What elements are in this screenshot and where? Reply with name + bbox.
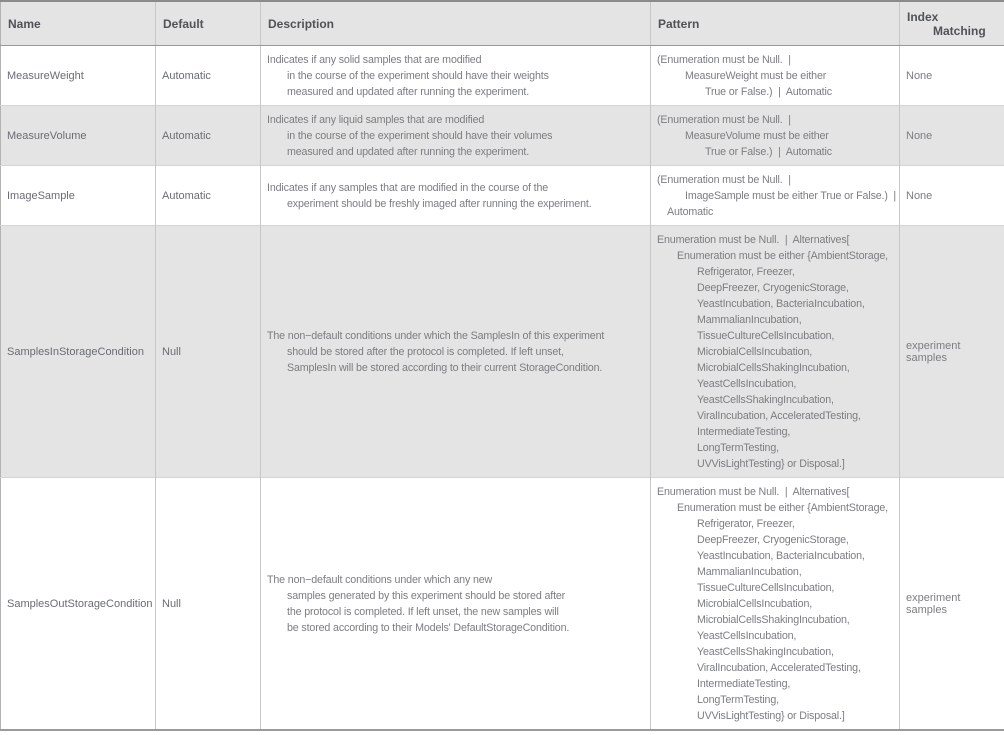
description-line: measured and updated after running the experiment. bbox=[287, 86, 530, 98]
column-header-label: Index bbox=[907, 9, 939, 24]
pattern-line: (Enumeration must be Null. | bbox=[657, 54, 791, 66]
description-line: measured and updated after running the experiment. bbox=[287, 146, 530, 158]
description-line: Indicates if any solid samples that are modified bbox=[267, 54, 482, 66]
description-line: in the course of the experiment should have their volumes bbox=[287, 130, 553, 142]
pattern-line: TissueCultureCellsIncubation, bbox=[697, 330, 835, 342]
pattern-line: YeastIncubation, BacteriaIncubation, bbox=[697, 298, 865, 310]
pattern-line: YeastCellsIncubation, bbox=[697, 378, 797, 390]
column-header-label: Name bbox=[8, 16, 41, 31]
cell-description bbox=[261, 106, 651, 166]
pattern-line: True or False.) | Automatic bbox=[705, 146, 832, 158]
pattern-line: YeastCellsIncubation, bbox=[697, 630, 797, 642]
description-line: in the course of the experiment should have their weights bbox=[287, 70, 549, 82]
pattern-line: MammalianIncubation, bbox=[697, 314, 802, 326]
column-header-index-matching bbox=[900, 1, 1004, 46]
pattern-line: Enumeration must be either {AmbientStorage, bbox=[677, 502, 888, 514]
header-row bbox=[1, 1, 1004, 46]
description-line: The non−default conditions under which any new bbox=[267, 574, 493, 586]
pattern-line: UVVisLightTesting} or Disposal.] bbox=[697, 710, 845, 722]
pattern-line: MammalianIncubation, bbox=[697, 566, 802, 578]
pattern-line: True or False.) | Automatic bbox=[705, 86, 832, 98]
description-line: Indicates if any samples that are modified in the course of the bbox=[267, 182, 549, 194]
pattern-line: MicrobialCellsShakingIncubation, bbox=[697, 362, 850, 374]
description-line: The non−default conditions under which the SamplesIn of this experiment bbox=[267, 330, 605, 342]
cell-pattern bbox=[651, 106, 900, 166]
pattern-line: IntermediateTesting, bbox=[697, 426, 791, 438]
cell-description bbox=[261, 166, 651, 226]
pattern-line: YeastCellsShakingIncubation, bbox=[697, 646, 834, 658]
column-header-pattern bbox=[651, 1, 900, 46]
pattern-line: LongTermTesting, bbox=[697, 442, 779, 454]
table-body bbox=[1, 46, 1004, 731]
table-header bbox=[1, 1, 1004, 46]
pattern-line: (Enumeration must be Null. | bbox=[657, 114, 791, 126]
column-header-description bbox=[261, 1, 651, 46]
pattern-line: Refrigerator, Freezer, bbox=[697, 266, 795, 278]
pattern-line: Refrigerator, Freezer, bbox=[697, 518, 795, 530]
cell-description bbox=[261, 478, 651, 731]
column-header-label: Pattern bbox=[658, 16, 700, 31]
cell-default: Automatic bbox=[156, 166, 261, 226]
pattern-line: UVVisLightTesting} or Disposal.] bbox=[697, 458, 845, 470]
cell-index-matching: experiment samples bbox=[900, 226, 1004, 478]
pattern-line: ViralIncubation, AcceleratedTesting, bbox=[697, 662, 861, 674]
cell-default: Null bbox=[156, 226, 261, 478]
cell-name: ImageSample bbox=[1, 166, 156, 226]
pattern-line: MeasureVolume must be either bbox=[685, 130, 829, 142]
column-header-label: Description bbox=[268, 16, 335, 31]
cell-pattern bbox=[651, 478, 900, 731]
cell-index-matching: None bbox=[900, 106, 1004, 166]
column-header-label: Default bbox=[163, 16, 204, 31]
description-line: Indicates if any liquid samples that are modified bbox=[267, 114, 485, 126]
pattern-line: LongTermTesting, bbox=[697, 694, 779, 706]
table-row bbox=[1, 226, 1004, 478]
column-header-label: Matching bbox=[933, 23, 986, 38]
description-line: the protocol is completed. If left unset, the new samples will bbox=[287, 606, 559, 618]
cell-index-matching: None bbox=[900, 46, 1004, 106]
pattern-line: DeepFreezer, CryogenicStorage, bbox=[697, 282, 849, 294]
cell-index-matching: experiment samples bbox=[900, 478, 1004, 731]
pattern-line: Enumeration must be Null. | Alternatives[ bbox=[657, 486, 850, 498]
description-line: samples generated by this experiment should be stored after bbox=[287, 590, 566, 602]
table-row bbox=[1, 46, 1004, 106]
table-row bbox=[1, 478, 1004, 731]
cell-default: Null bbox=[156, 478, 261, 731]
cell-default: Automatic bbox=[156, 106, 261, 166]
description-line: should be stored after the protocol is completed. If left unset, bbox=[287, 346, 564, 358]
pattern-line: MicrobialCellsIncubation, bbox=[697, 346, 813, 358]
cell-description bbox=[261, 46, 651, 106]
table-row bbox=[1, 166, 1004, 226]
cell-index-matching: None bbox=[900, 166, 1004, 226]
pattern-line: ImageSample must be either True or False.) | bbox=[685, 190, 897, 202]
cell-pattern bbox=[651, 46, 900, 106]
pattern-line: DeepFreezer, CryogenicStorage, bbox=[697, 534, 849, 546]
pattern-line: TissueCultureCellsIncubation, bbox=[697, 582, 835, 594]
cell-description bbox=[261, 226, 651, 478]
pattern-line: Enumeration must be Null. | Alternatives[ bbox=[657, 234, 850, 246]
pattern-line: (Enumeration must be Null. | bbox=[657, 174, 791, 186]
description-line: SamplesIn will be stored according to their current StorageCondition. bbox=[287, 362, 603, 374]
cell-pattern bbox=[651, 226, 900, 478]
pattern-line: YeastIncubation, BacteriaIncubation, bbox=[697, 550, 865, 562]
cell-pattern bbox=[651, 166, 900, 226]
pattern-line: ViralIncubation, AcceleratedTesting, bbox=[697, 410, 861, 422]
column-header-default bbox=[156, 1, 261, 46]
description-line: experiment should be freshly imaged after running the experiment. bbox=[287, 198, 592, 210]
cell-name: MeasureWeight bbox=[1, 46, 156, 106]
pattern-line: Enumeration must be either {AmbientStorage, bbox=[677, 250, 888, 262]
pattern-line: MicrobialCellsShakingIncubation, bbox=[697, 614, 850, 626]
pattern-line: MicrobialCellsIncubation, bbox=[697, 598, 813, 610]
cell-default: Automatic bbox=[156, 46, 261, 106]
cell-name: MeasureVolume bbox=[1, 106, 156, 166]
pattern-line: IntermediateTesting, bbox=[697, 678, 791, 690]
cell-name: SamplesInStorageCondition bbox=[1, 226, 156, 478]
cell-name: SamplesOutStorageCondition bbox=[1, 478, 156, 731]
pattern-line: Automatic bbox=[667, 206, 714, 218]
pattern-line: MeasureWeight must be either bbox=[685, 70, 827, 82]
table-row bbox=[1, 106, 1004, 166]
description-line: be stored according to their Models' DefaultStorageCondition. bbox=[287, 622, 570, 634]
pattern-line: YeastCellsShakingIncubation, bbox=[697, 394, 834, 406]
column-header-name bbox=[1, 1, 156, 46]
